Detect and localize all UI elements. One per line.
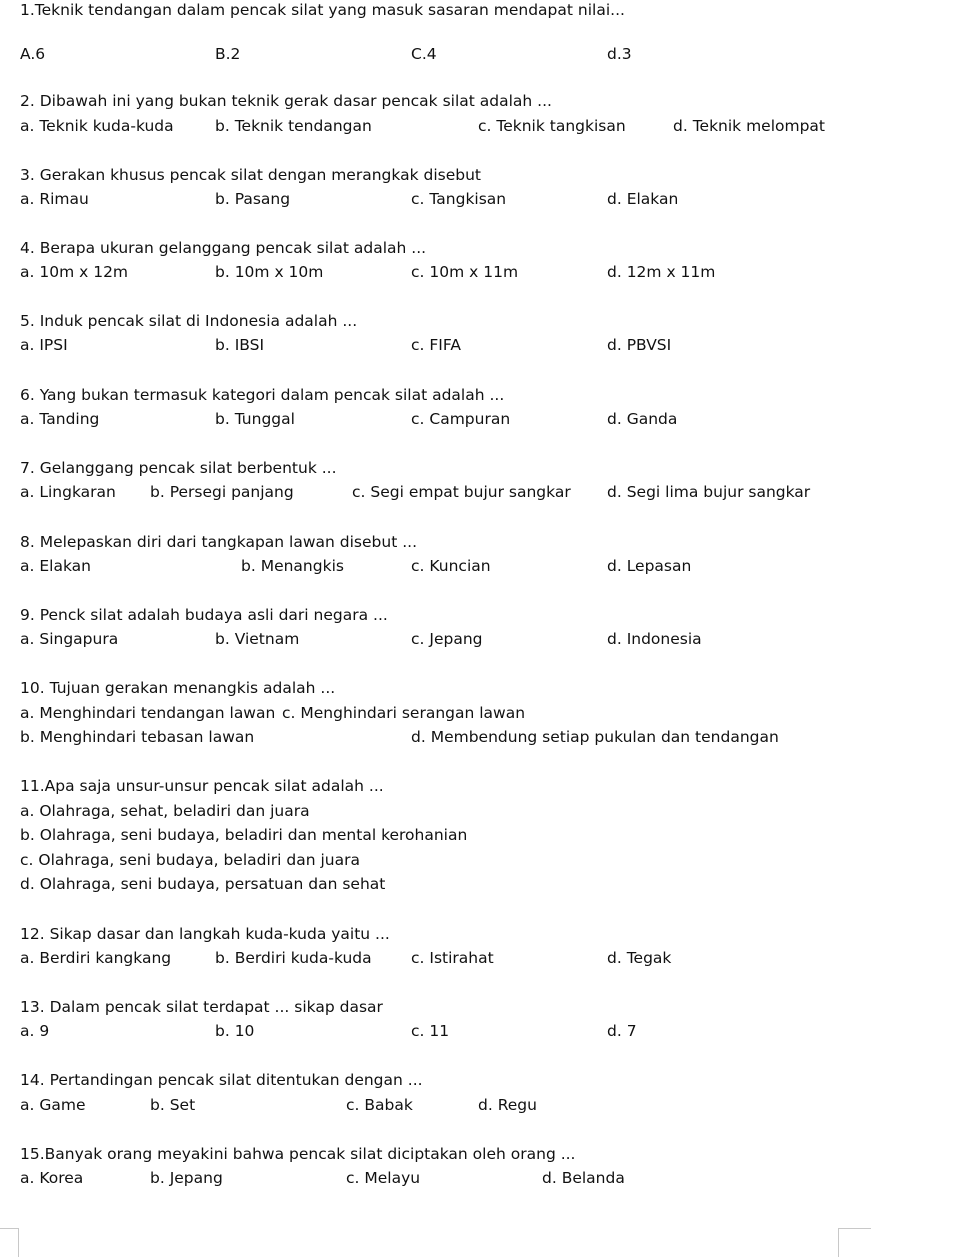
- q12-option-b: b. Berdiri kuda-kuda: [215, 949, 372, 967]
- q8-option-d: d. Lepasan: [607, 557, 692, 575]
- question-14: 14. Pertandingan pencak silat ditentukan dengan ...: [20, 1071, 423, 1089]
- q13-option-a: a. 9: [20, 1022, 50, 1040]
- q5-option-c: c. FIFA: [411, 336, 461, 354]
- q11-option-a: a. Olahraga, sehat, beladiri dan juara: [20, 802, 310, 820]
- q13-option-d: d. 7: [607, 1022, 637, 1040]
- q10-option-d: d. Membendung setiap pukulan dan tendangan: [411, 728, 779, 746]
- question-3: 3. Gerakan khusus pencak silat dengan merangkak disebut: [20, 166, 481, 184]
- question-15: 15.Banyak orang meyakini bahwa pencak silat diciptakan oleh orang ...: [20, 1145, 576, 1163]
- q9-option-d: d. Indonesia: [607, 630, 702, 648]
- q10-option-a: a. Menghindari tendangan lawan: [20, 704, 276, 722]
- q8-option-c: c. Kuncian: [411, 557, 491, 575]
- q1-option-c: C.4: [411, 45, 437, 63]
- q8-option-b: b. Menangkis: [241, 557, 344, 575]
- q2-option-b: b. Teknik tendangan: [215, 117, 372, 135]
- q4-option-a: a. 10m x 12m: [20, 263, 129, 281]
- q7-option-a: a. Lingkaran: [20, 483, 116, 501]
- q13-option-c: c. 11: [411, 1022, 450, 1040]
- question-12: 12. Sikap dasar dan langkah kuda-kuda yaitu ...: [20, 925, 390, 943]
- q12-option-c: c. Istirahat: [411, 949, 494, 967]
- q15-option-d: d. Belanda: [542, 1169, 625, 1187]
- q12-option-a: a. Berdiri kangkang: [20, 949, 172, 967]
- q5-option-b: b. IBSI: [215, 336, 265, 354]
- question-7: 7. Gelanggang pencak silat berbentuk ...: [20, 459, 337, 477]
- question-8: 8. Melepaskan diri dari tangkapan lawan disebut ...: [20, 533, 417, 551]
- q11-option-b: b. Olahraga, seni budaya, beladiri dan mental kerohanian: [20, 826, 468, 844]
- q11-option-d: d. Olahraga, seni budaya, persatuan dan sehat: [20, 875, 386, 893]
- q3-option-c: c. Tangkisan: [411, 190, 507, 208]
- q14-option-a: a. Game: [20, 1096, 86, 1114]
- q3-option-a: a. Rimau: [20, 190, 89, 208]
- q7-option-b: b. Persegi panjang: [150, 483, 294, 501]
- page-corner-right: [838, 1228, 871, 1257]
- q1-option-b: B.2: [215, 45, 241, 63]
- question-1: 1.Teknik tendangan dalam pencak silat yang masuk sasaran mendapat nilai...: [20, 1, 625, 19]
- page-corner-left: [0, 1228, 19, 1257]
- q13-option-b: b. 10: [215, 1022, 255, 1040]
- q2-option-a: a. Teknik kuda-kuda: [20, 117, 174, 135]
- question-5: 5. Induk pencak silat di Indonesia adalah ...: [20, 312, 358, 330]
- q14-option-c: c. Babak: [346, 1096, 413, 1114]
- q11-option-c: c. Olahraga, seni budaya, beladiri dan juara: [20, 851, 360, 869]
- q6-option-c: c. Campuran: [411, 410, 511, 428]
- q6-option-b: b. Tunggal: [215, 410, 295, 428]
- q4-option-b: b. 10m x 10m: [215, 263, 324, 281]
- question-13: 13. Dalam pencak silat terdapat ... sikap dasar: [20, 998, 383, 1016]
- q2-option-c: c. Teknik tangkisan: [478, 117, 626, 135]
- q5-option-a: a. IPSI: [20, 336, 68, 354]
- question-6: 6. Yang bukan termasuk kategori dalam pencak silat adalah ...: [20, 386, 505, 404]
- q10-option-b: b. Menghindari tebasan lawan: [20, 728, 255, 746]
- q9-option-b: b. Vietnam: [215, 630, 300, 648]
- q8-option-a: a. Elakan: [20, 557, 91, 575]
- question-10: 10. Tujuan gerakan menangkis adalah ...: [20, 679, 336, 697]
- q4-option-d: d. 12m x 11m: [607, 263, 716, 281]
- q15-option-b: b. Jepang: [150, 1169, 223, 1187]
- q1-option-d: d.3: [607, 45, 632, 63]
- q4-option-c: c. 10m x 11m: [411, 263, 519, 281]
- q14-option-b: b. Set: [150, 1096, 196, 1114]
- q1-option-a: A.6: [20, 45, 46, 63]
- q3-option-d: d. Elakan: [607, 190, 679, 208]
- q7-option-c: c. Segi empat bujur sangkar: [352, 483, 571, 501]
- q3-option-b: b. Pasang: [215, 190, 291, 208]
- question-9: 9. Penck silat adalah budaya asli dari negara ...: [20, 606, 388, 624]
- q6-option-a: a. Tanding: [20, 410, 100, 428]
- q7-option-d: d. Segi lima bujur sangkar: [607, 483, 811, 501]
- q9-option-a: a. Singapura: [20, 630, 119, 648]
- q10-option-c: c. Menghindari serangan lawan: [282, 704, 526, 722]
- q6-option-d: d. Ganda: [607, 410, 678, 428]
- q2-option-d: d. Teknik melompat: [673, 117, 826, 135]
- question-11: 11.Apa saja unsur-unsur pencak silat adalah ...: [20, 777, 384, 795]
- question-2: 2. Dibawah ini yang bukan teknik gerak dasar pencak silat adalah ...: [20, 92, 552, 110]
- q9-option-c: c. Jepang: [411, 630, 483, 648]
- question-4: 4. Berapa ukuran gelanggang pencak silat adalah ...: [20, 239, 427, 257]
- q15-option-c: c. Melayu: [346, 1169, 421, 1187]
- q14-option-d: d. Regu: [478, 1096, 537, 1114]
- q12-option-d: d. Tegak: [607, 949, 672, 967]
- q15-option-a: a. Korea: [20, 1169, 84, 1187]
- q5-option-d: d. PBVSI: [607, 336, 672, 354]
